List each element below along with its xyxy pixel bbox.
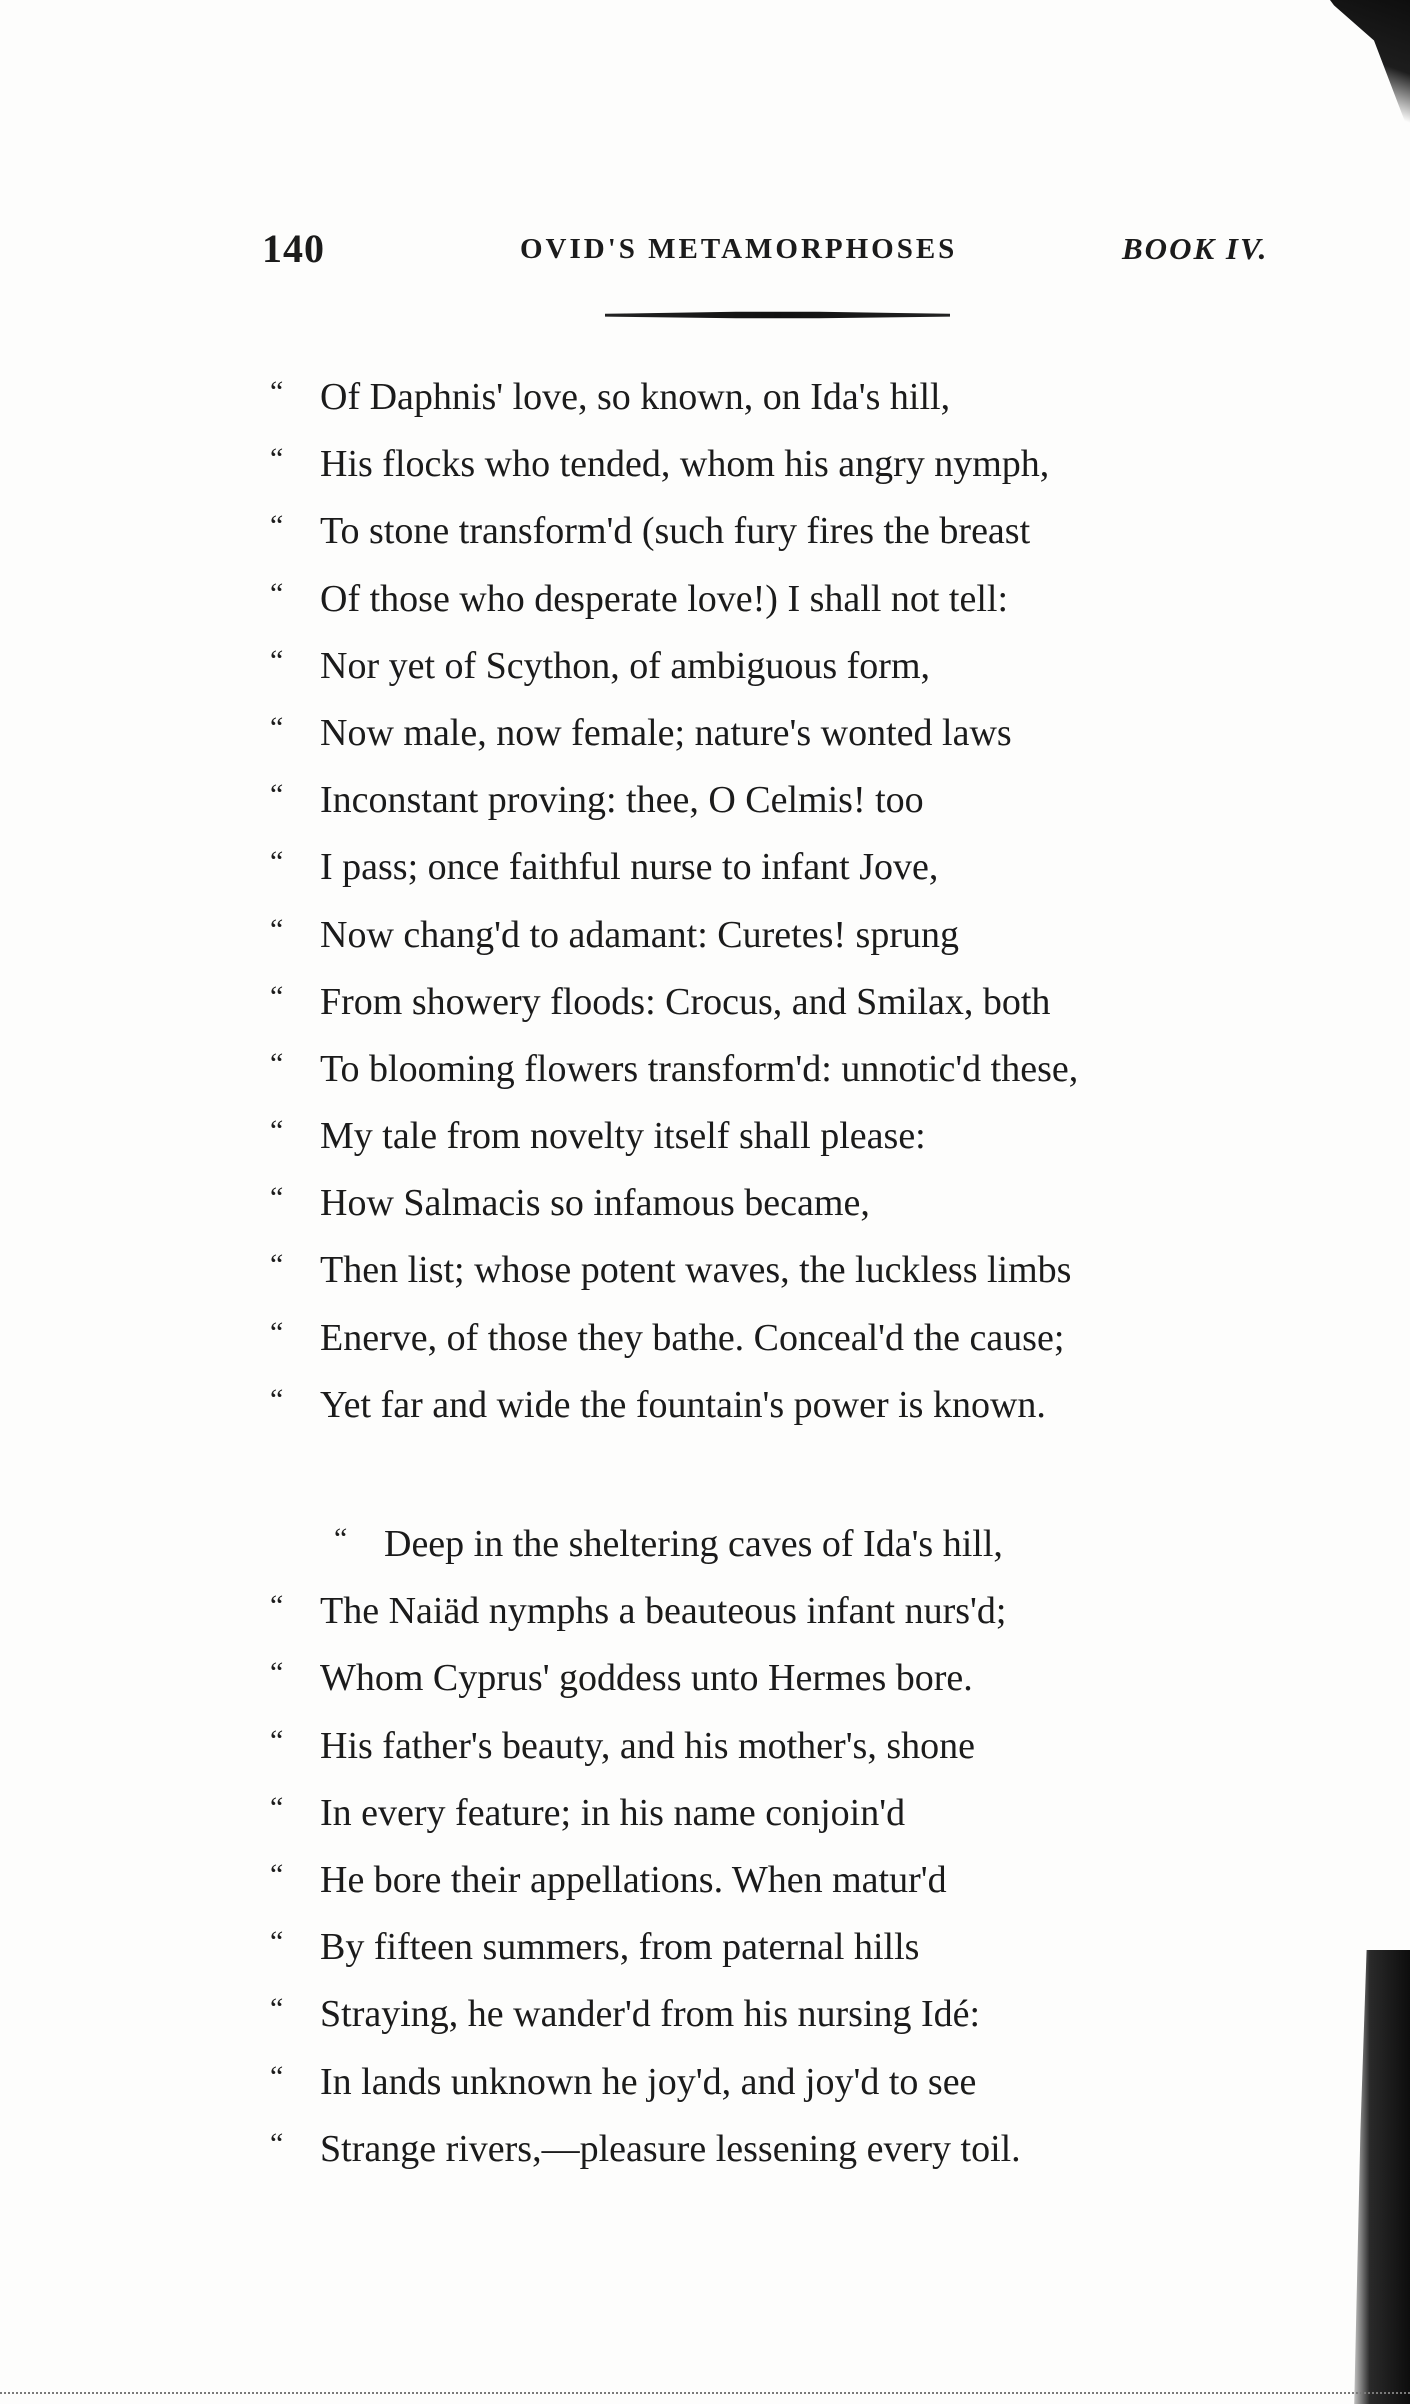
quote-mark: “: [270, 2059, 284, 2093]
page-corner-shadow: [1330, 0, 1410, 135]
line-text: His father's beauty, and his mother's, shone: [320, 1724, 975, 1767]
poem-line: [270, 1647, 1270, 1714]
quote-mark: “: [270, 2126, 284, 2160]
poem-line: [270, 1580, 1270, 1647]
line-text: Strange rivers,—pleasure lessening every toil.: [320, 2127, 1021, 2170]
poem-line: [270, 433, 1270, 500]
line-text: From showery floods: Crocus, and Smilax, both: [320, 980, 1051, 1023]
line-text: I pass; once faithful nurse to infant Jove,: [320, 846, 939, 889]
page-bottom-edge: [0, 2392, 1410, 2396]
quote-mark: “: [270, 1992, 284, 2026]
quote-mark: “: [270, 1656, 284, 1690]
line-text: Enerve, of those they bathe. Conceal'd the cause;: [320, 1316, 1065, 1359]
poem-line: [270, 702, 1270, 769]
line-text: Inconstant proving: thee, O Celmis! too: [320, 779, 924, 822]
poem-line: [270, 1715, 1270, 1782]
quote-mark: “: [270, 1925, 284, 1959]
book-label: BOOK IV.: [1122, 231, 1269, 266]
quote-mark: “: [270, 643, 284, 677]
line-text: Now male, now female; nature's wonted laws: [320, 711, 1012, 754]
quote-mark: “: [270, 1589, 284, 1623]
poem-line: [270, 2051, 1270, 2118]
quote-mark: “: [270, 1315, 284, 1349]
poem-line: [270, 500, 1270, 567]
poem-line: [270, 836, 1270, 903]
quote-mark: “: [270, 979, 284, 1013]
quote-mark: “: [270, 509, 284, 543]
quote-mark: “: [270, 1181, 284, 1215]
line-text: To stone transform'd (such fury fires the breast: [320, 510, 1031, 553]
poem-line: [270, 971, 1270, 1038]
poem-line: [270, 568, 1270, 635]
running-title: OVID'S METAMORPHOSES: [520, 233, 958, 265]
line-text: Of Daphnis' love, so known, on Ida's hill,: [320, 376, 951, 418]
quote-mark: “: [270, 778, 284, 812]
poem-line: [270, 635, 1270, 702]
quote-mark: “: [270, 442, 284, 476]
quote-mark: “: [270, 1790, 284, 1824]
line-text: Deep in the sheltering caves of Ida's hill,: [384, 1523, 1003, 1565]
line-text: Now chang'd to adamant: Curetes! sprung: [320, 913, 959, 956]
line-text: By fifteen summers, from paternal hills: [320, 1926, 920, 1969]
quote-mark: “: [270, 375, 284, 408]
poem-line: [270, 1849, 1270, 1916]
line-text: His flocks who tended, whom his angry nymph,: [320, 443, 1050, 486]
poem-line: [270, 1782, 1270, 1849]
poem-line: [270, 1038, 1270, 1105]
line-text: My tale from novelty itself shall please:: [320, 1115, 926, 1158]
quote-mark: “: [270, 1248, 284, 1282]
line-text: Yet far and wide the fountain's power is known.: [320, 1383, 1046, 1426]
poem-line: [270, 1916, 1270, 1983]
poem-line: [270, 904, 1270, 971]
quote-mark: “: [270, 1382, 284, 1416]
quote-mark: “: [270, 1857, 284, 1891]
quote-mark: “: [270, 912, 284, 946]
poem-line: [270, 1983, 1270, 2050]
line-text: Straying, he wander'd from his nursing Idé:: [320, 1993, 981, 2036]
line-text: To blooming flowers transform'd: unnotic'd these,: [320, 1047, 1079, 1090]
quote-mark: “: [270, 1114, 284, 1148]
poem-line: [270, 1172, 1270, 1239]
poem-line: [270, 1307, 1270, 1374]
poem-line: [270, 2118, 1270, 2185]
stanza-2: [270, 1513, 1270, 2185]
line-text: Then list; whose potent waves, the luckless limbs: [320, 1249, 1072, 1292]
quote-mark: “: [270, 576, 284, 610]
line-text: The Naiäd nymphs a beauteous infant nurs'd;: [320, 1590, 1007, 1633]
running-header: [262, 225, 1292, 285]
line-text: How Salmacis so infamous became,: [320, 1182, 870, 1225]
line-text: Nor yet of Scython, of ambiguous form,: [320, 644, 931, 687]
quote-mark: “: [334, 1522, 348, 1555]
stanza-1: [270, 366, 1270, 1441]
page-edge-shadow: [1348, 1950, 1410, 2404]
line-text: He bore their appellations. When matur'd: [320, 1858, 947, 1901]
poem-line: [270, 1374, 1270, 1441]
line-text: In every feature; in his name conjoin'd: [320, 1791, 906, 1834]
header-rule: [605, 311, 950, 319]
line-text: Of those who desperate love!) I shall not tell:: [320, 577, 1009, 620]
quote-mark: “: [270, 710, 284, 744]
poem-line: [270, 1239, 1270, 1306]
line-text: In lands unknown he joy'd, and joy'd to see: [320, 2060, 977, 2103]
page-number: 140: [262, 226, 325, 271]
quote-mark: “: [270, 845, 284, 879]
poem-line: [270, 769, 1270, 836]
poem-line: [270, 1513, 1270, 1580]
poem-line: [270, 366, 1270, 433]
quote-mark: “: [270, 1046, 284, 1080]
quote-mark: “: [270, 1723, 284, 1757]
line-text: Whom Cyprus' goddess unto Hermes bore.: [320, 1657, 973, 1700]
poem-line: [270, 1105, 1270, 1172]
